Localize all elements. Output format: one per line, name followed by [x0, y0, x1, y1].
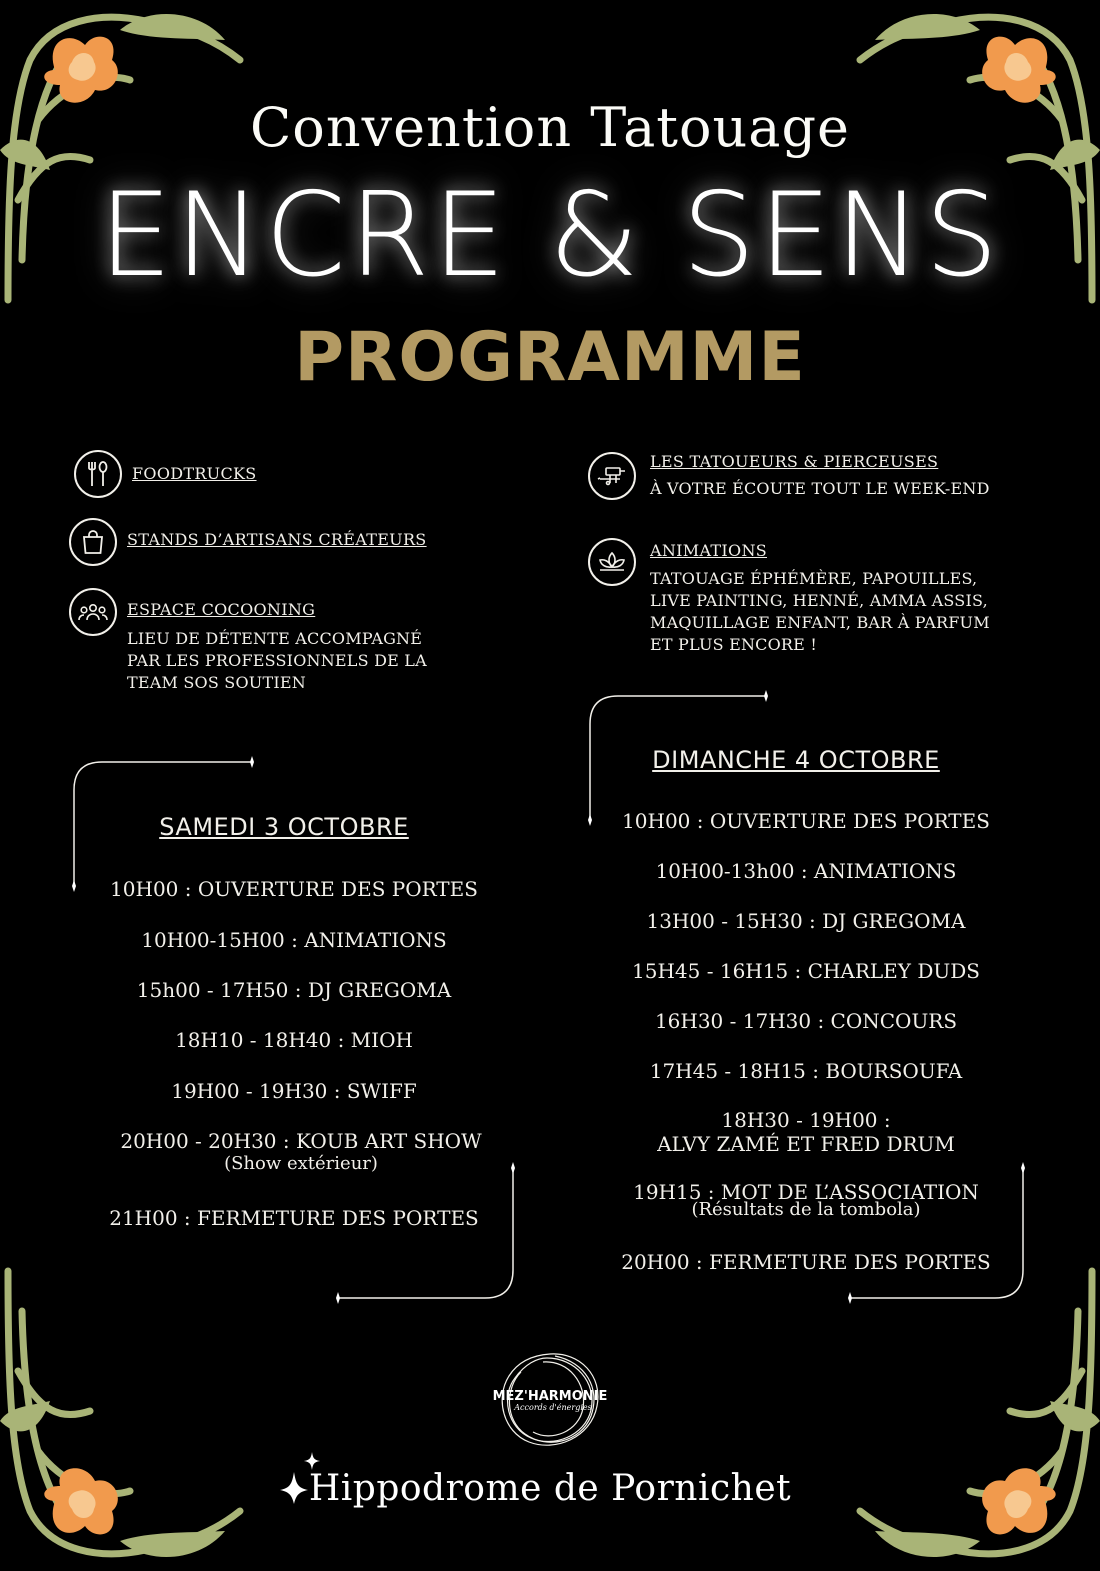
- sunday-event: 17H45 - 18H15 : BOURSOUFA: [649, 1059, 963, 1083]
- feature-desc-line: TEAM SOS SOUTIEN: [127, 673, 306, 692]
- sunday-event-note: (Résultats de la tombola): [691, 1199, 921, 1220]
- saturday-event: 15h00 - 17H50 : DJ GREGOMA: [136, 978, 452, 1002]
- feature-desc-line: MAQUILLAGE ENFANT, BAR À PARFUM: [650, 613, 990, 632]
- saturday-event: 19H00 - 19H30 : SWIFF: [171, 1079, 417, 1103]
- sunday-event: 20H00 : FERMETURE DES PORTES: [621, 1250, 991, 1274]
- saturday-event: 18H10 - 18H40 : MIOH: [175, 1028, 413, 1052]
- feature-desc-line: À VOTRE ÉCOUTE TOUT LE WEEK-END: [650, 479, 990, 498]
- feature-desc-line: ET PLUS ENCORE !: [650, 635, 817, 654]
- feature-desc-line: PAR LES PROFESSIONNELS DE LA: [127, 651, 427, 670]
- logo-tagline: Accords d'énergies: [514, 1403, 592, 1412]
- sunday-event: [606, 1180, 1006, 1220]
- sunday-event: 13H00 - 15H30 : DJ GREGOMA: [646, 909, 966, 933]
- saturday-event-text: 20H00 - 20H30 : KOUB ART SHOW: [120, 1129, 482, 1153]
- sunday-event-text: 18H30 - 19H00 :: [721, 1108, 891, 1132]
- saturday-event: 21H00 : FERMETURE DES PORTES: [109, 1206, 479, 1230]
- feature-desc-line: LIEU DE DÉTENTE ACCOMPAGNÉ: [127, 629, 423, 648]
- feature-foodtrucks-title: FOODTRUCKS: [132, 464, 257, 483]
- sunday-event: [606, 1108, 1006, 1156]
- feature-cocooning-title: ESPACE COCOONING: [127, 600, 316, 619]
- saturday-heading: SAMEDI 3 OCTOBRE: [159, 813, 409, 841]
- sunday-event: 15H45 - 16H15 : CHARLEY DUDS: [632, 959, 980, 983]
- saturday-event: 10H00 : OUVERTURE DES PORTES: [110, 877, 478, 901]
- sunday-event: 10H00 : OUVERTURE DES PORTES: [622, 809, 990, 833]
- venue-location: Hippodrome de Pornichet: [308, 1468, 792, 1509]
- saturday-event: [94, 1129, 508, 1174]
- saturday-event-note: (Show extérieur): [224, 1153, 378, 1174]
- feature-animations-title: ANIMATIONS: [650, 541, 768, 560]
- event-subtitle: Convention Tatouage: [249, 96, 850, 159]
- section-title: PROGRAMME: [294, 318, 806, 397]
- feature-desc-line: LIVE PAINTING, HENNÉ, AMMA ASSIS,: [650, 591, 988, 610]
- logo-name: MEZ'HARMONIE: [492, 1389, 608, 1404]
- sunday-heading: DIMANCHE 4 OCTOBRE: [652, 746, 940, 774]
- sunday-event: 16H30 - 17H30 : CONCOURS: [654, 1009, 958, 1033]
- sunday-event-text: 19H15 : MOT DE L’ASSOCIATION: [633, 1180, 979, 1204]
- event-title: ENCRE & SENS: [98, 168, 1002, 303]
- sunday-event-performers: ALVY ZAMÉ ET FRED DRUM: [657, 1132, 955, 1156]
- sunday-event: 10H00-13h00 : ANIMATIONS: [655, 859, 957, 883]
- saturday-event: 10H00-15H00 : ANIMATIONS: [141, 928, 447, 952]
- mezharmonie-logo: [485, 1348, 615, 1458]
- feature-stands-title: STANDS D’ARTISANS CRÉATEURS: [127, 530, 427, 549]
- feature-tattoo-title: LES TATOUEURS & PIERCEUSES: [650, 452, 939, 471]
- feature-desc-line: TATOUAGE ÉPHÉMÈRE, PAPOUILLES,: [650, 569, 978, 588]
